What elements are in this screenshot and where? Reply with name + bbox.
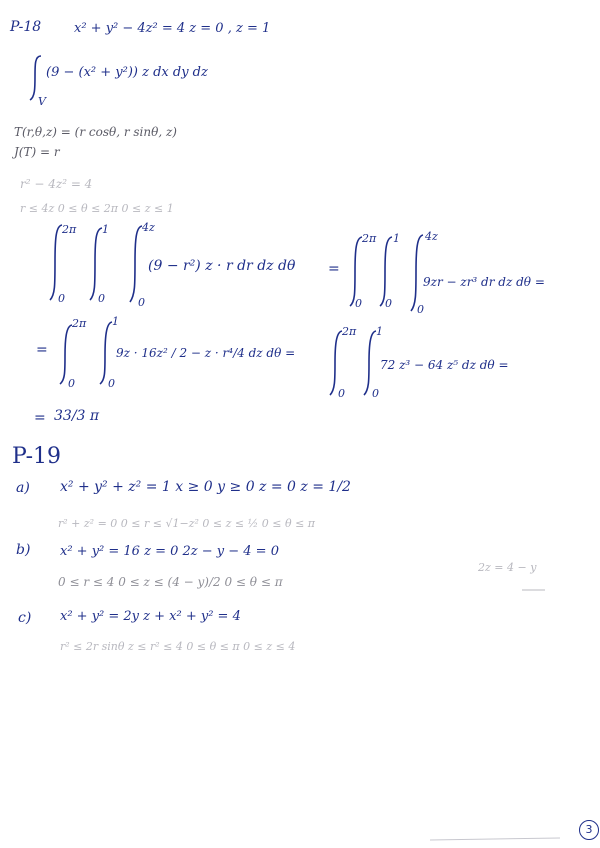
limit-bottom-a2: 0 — [98, 292, 105, 305]
part-b-bounds: 0 ≤ r ≤ 4 0 ≤ z ≤ (4 − y)/2 0 ≤ θ ≤ π — [58, 575, 283, 589]
limit-r-top-b: 4z — [425, 230, 438, 243]
integral-sign-volume — [30, 56, 41, 100]
integrand-expanded: 9zr − zr³ dr dz dθ = — [423, 275, 545, 289]
part-c-bounds: r² ≤ 2r sinθ z ≤ r² ≤ 4 0 ≤ θ ≤ π 0 ≤ z ≤ 4 — [60, 640, 296, 653]
part-b-note: 2z = 4 − y — [478, 561, 537, 574]
line2-next: 72 z³ − 64 z⁵ dz dθ = — [380, 358, 509, 372]
part-a-label: a) — [16, 480, 30, 496]
limit-bottom-c1: 0 — [68, 377, 75, 390]
integral-domain-label: V — [38, 95, 46, 108]
limit-bottom-d2: 0 — [372, 387, 379, 400]
part-a-bounds: r² + z² = 0 0 ≤ r ≤ √1−z² 0 ≤ z ≤ ½ 0 ≤ θ ≤ π — [58, 517, 316, 530]
limit-bottom-b2: 0 — [385, 297, 392, 310]
page-number: 3 — [579, 820, 599, 840]
part-c-equations: x² + y² = 2y z + x² + y² = 4 — [60, 609, 241, 624]
limit-theta-top-b: 2π — [362, 232, 377, 245]
part-b-equations: x² + y² = 16 z = 0 2z − y − 4 = 0 — [60, 544, 279, 559]
part-b-label: b) — [16, 542, 31, 558]
limit-theta-top-a: 2π — [62, 223, 77, 236]
integral-sign-z-c — [100, 322, 112, 384]
integrand-polar: (9 − r²) z · r dr dz dθ — [148, 258, 296, 274]
integral-sign-z-d — [364, 331, 376, 395]
limit-theta-top-c: 2π — [72, 317, 87, 330]
part-c-label: c) — [18, 610, 32, 626]
limit-bottom-d1: 0 — [338, 387, 345, 400]
integral-sign-r-b — [411, 235, 423, 311]
equals-sign-a: = — [328, 261, 340, 277]
limit-z-top-b: 1 — [393, 232, 400, 245]
limit-bottom-b3: 0 — [417, 303, 424, 316]
limit-bottom-b1: 0 — [355, 297, 362, 310]
equals-sign-result: = — [34, 410, 46, 426]
limit-z-top-a: 1 — [102, 223, 109, 236]
coordinate-transform: T(r,θ,z) = (r cosθ, r sinθ, z) — [14, 125, 177, 139]
p18-equations: x² + y² − 4z² = 4 z = 0 , z = 1 — [74, 21, 271, 36]
limit-bottom-a3: 0 — [138, 296, 145, 309]
equals-sign-line2: = — [36, 342, 48, 358]
p18-result: 33/3 π — [54, 408, 100, 424]
p18-integrand: (9 − (x² + y²)) z dx dy dz — [46, 65, 208, 80]
problem-label-p18: P-18 — [10, 19, 42, 35]
limit-bottom-c2: 0 — [108, 377, 115, 390]
integral-sign-z-a — [90, 228, 102, 300]
limit-z-top-c: 1 — [112, 315, 119, 328]
bottom-rule — [430, 838, 560, 840]
part-a-equations: x² + y² + z² = 1 x ≥ 0 y ≥ 0 z = 0 z = 1/2 — [60, 479, 351, 495]
integral-sign-theta-b — [350, 237, 362, 306]
limit-z-top-d: 1 — [376, 325, 383, 338]
limit-bottom-a1: 0 — [58, 292, 65, 305]
integral-sign-r-a — [130, 226, 142, 302]
limit-r-top-a: 4z — [142, 221, 155, 234]
integral-sign-theta-d — [330, 331, 342, 395]
integral-sign-z-b — [380, 237, 392, 306]
integral-sign-theta-c — [60, 325, 72, 384]
limit-theta-top-d: 2π — [342, 325, 357, 338]
surface-polar-eq: r² − 4z² = 4 — [20, 177, 93, 191]
integral-sign-theta-a — [50, 225, 62, 300]
region-bounds: r ≤ 4z 0 ≤ θ ≤ 2π 0 ≤ z ≤ 1 — [20, 202, 174, 215]
line2-term: 9z · 16z² / 2 − z · r⁴/4 dz dθ = — [116, 346, 296, 360]
problem-title-p19: P-19 — [12, 444, 62, 469]
jacobian: J(T) = r — [14, 145, 60, 159]
